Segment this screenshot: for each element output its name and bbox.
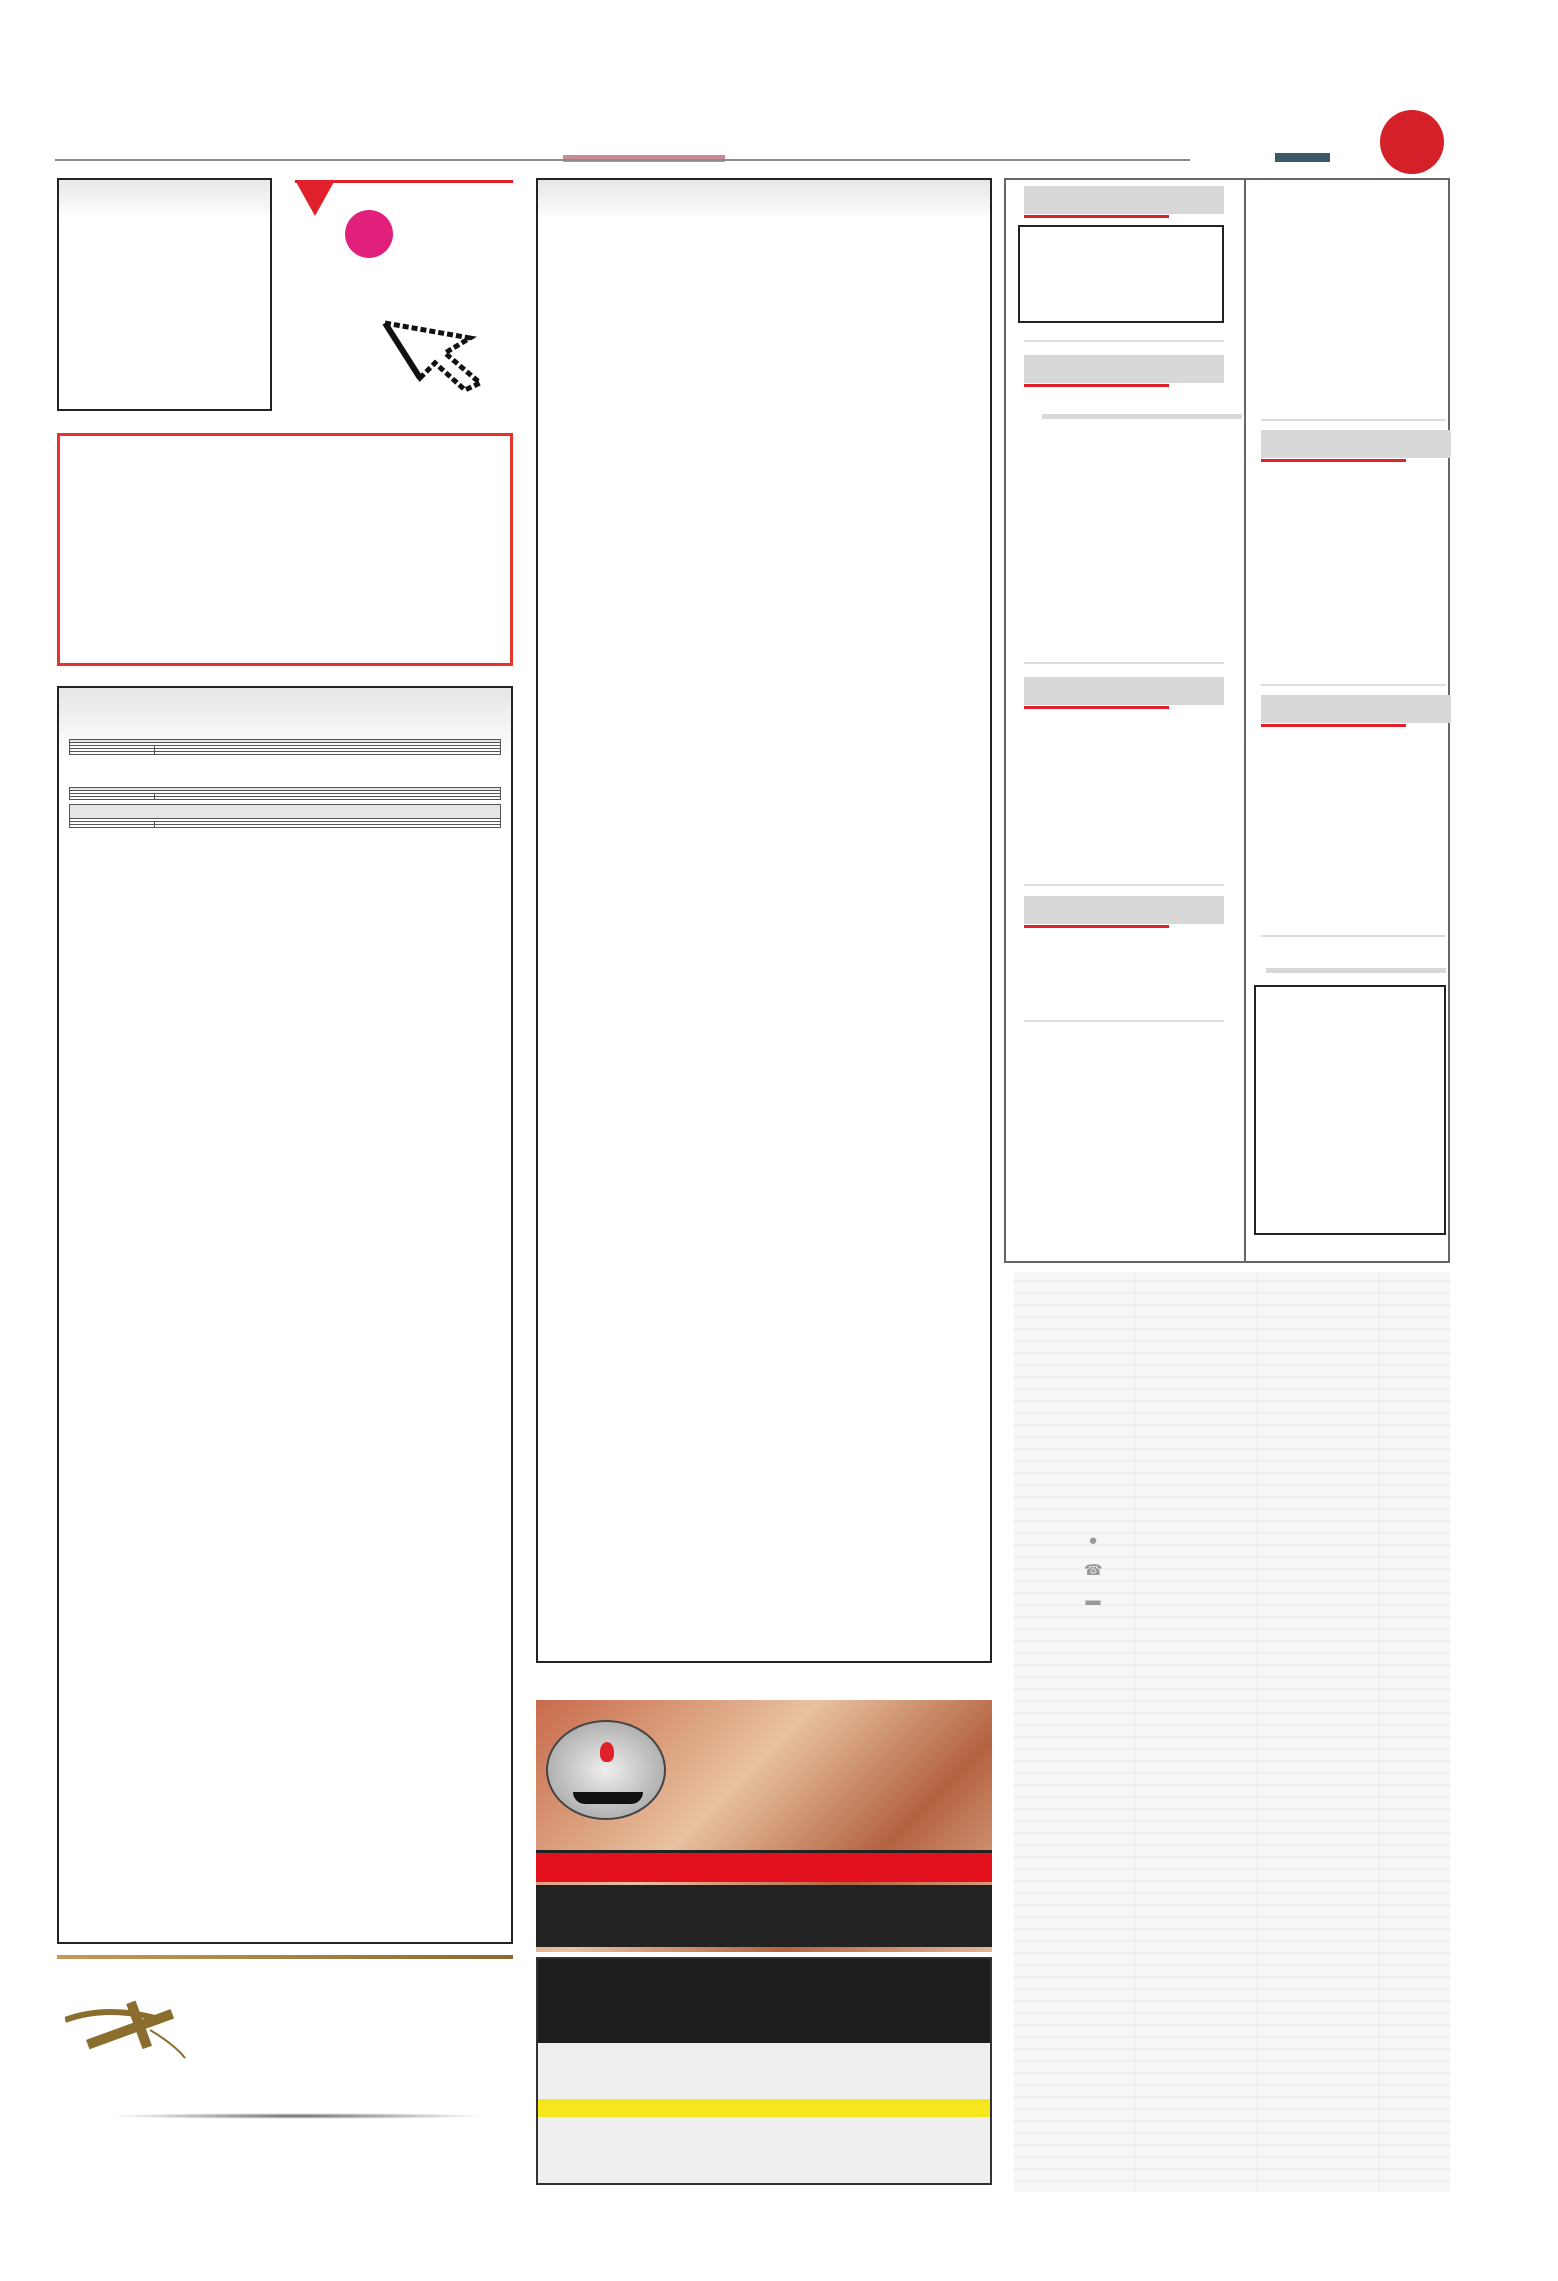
separator: [1261, 684, 1446, 686]
office-fax: [1084, 1590, 1110, 1610]
table-row: [70, 797, 501, 800]
separator: [1024, 662, 1224, 664]
nekrologi-banner: [57, 1955, 513, 2170]
separator: [1261, 419, 1446, 421]
table-row: [70, 825, 501, 828]
newsprint-background: [1014, 1272, 1450, 2192]
puk-funeral-ad: [536, 1700, 992, 1952]
classifieds-panel: [1004, 178, 1450, 1263]
skarb-panstwa-notice: [536, 178, 992, 1663]
page-number-badge: [1380, 110, 1444, 174]
yield-triangle-icon: [295, 180, 335, 216]
puk-phone-bar: [536, 1850, 992, 1882]
separator: [1024, 884, 1224, 886]
office-address: [1084, 1530, 1110, 1550]
deadline-note: [545, 195, 983, 208]
office-phone: [1084, 1560, 1110, 1580]
urn-icon: [573, 1792, 643, 1804]
shadow-divider: [107, 2113, 487, 2119]
kalla-header: [538, 1959, 990, 2043]
gold-rule: [57, 1955, 513, 1959]
fax-icon: ▬: [1085, 1592, 1101, 1609]
category-turystyka: [1024, 677, 1224, 705]
applicant: [69, 708, 501, 723]
separator: [1024, 1020, 1224, 1022]
separator: [1024, 340, 1224, 342]
column-divider: [1244, 180, 1246, 1261]
separator: [1261, 935, 1446, 937]
how-to-advertise-panel: [1014, 1272, 1450, 2192]
category-handel: [1024, 186, 1224, 214]
parcel-table-1: [69, 739, 501, 755]
puk-logo: [546, 1720, 666, 1820]
mouse-cursor-icon: [380, 318, 490, 393]
kalla-highlight: [538, 2099, 990, 2117]
category-zdrowie: [1261, 695, 1451, 723]
parcel-table-3: [69, 804, 501, 828]
obwieszczenie-notice: [57, 686, 513, 1944]
motoryzacja-ad[interactable]: [295, 178, 513, 408]
table-row: [70, 752, 501, 755]
newspaper-logo-subtitle: [1275, 153, 1330, 162]
category-rozne: [1024, 355, 1224, 383]
classified-ad: [1254, 985, 1446, 1235]
header-rule: [55, 159, 1190, 161]
cross-with-palm-icon: [65, 2000, 190, 2060]
category-uslugi: [1024, 896, 1224, 924]
parcel-table-2: [69, 787, 501, 800]
phone-icon: ☎: [1084, 1562, 1103, 1579]
slubne-centrum-ad: [57, 433, 513, 666]
category-uslugi-budowlane: [1261, 430, 1451, 458]
kalla-funeral-ad: [536, 1957, 992, 2185]
puk-services: [536, 1885, 992, 1947]
classified-ad: [1018, 225, 1224, 323]
flame-icon: [600, 1742, 614, 1762]
wojt-terespol-notice: [57, 178, 272, 411]
pink-circle-icon: [345, 210, 393, 258]
location-pin-icon: ●: [1088, 1532, 1098, 1549]
